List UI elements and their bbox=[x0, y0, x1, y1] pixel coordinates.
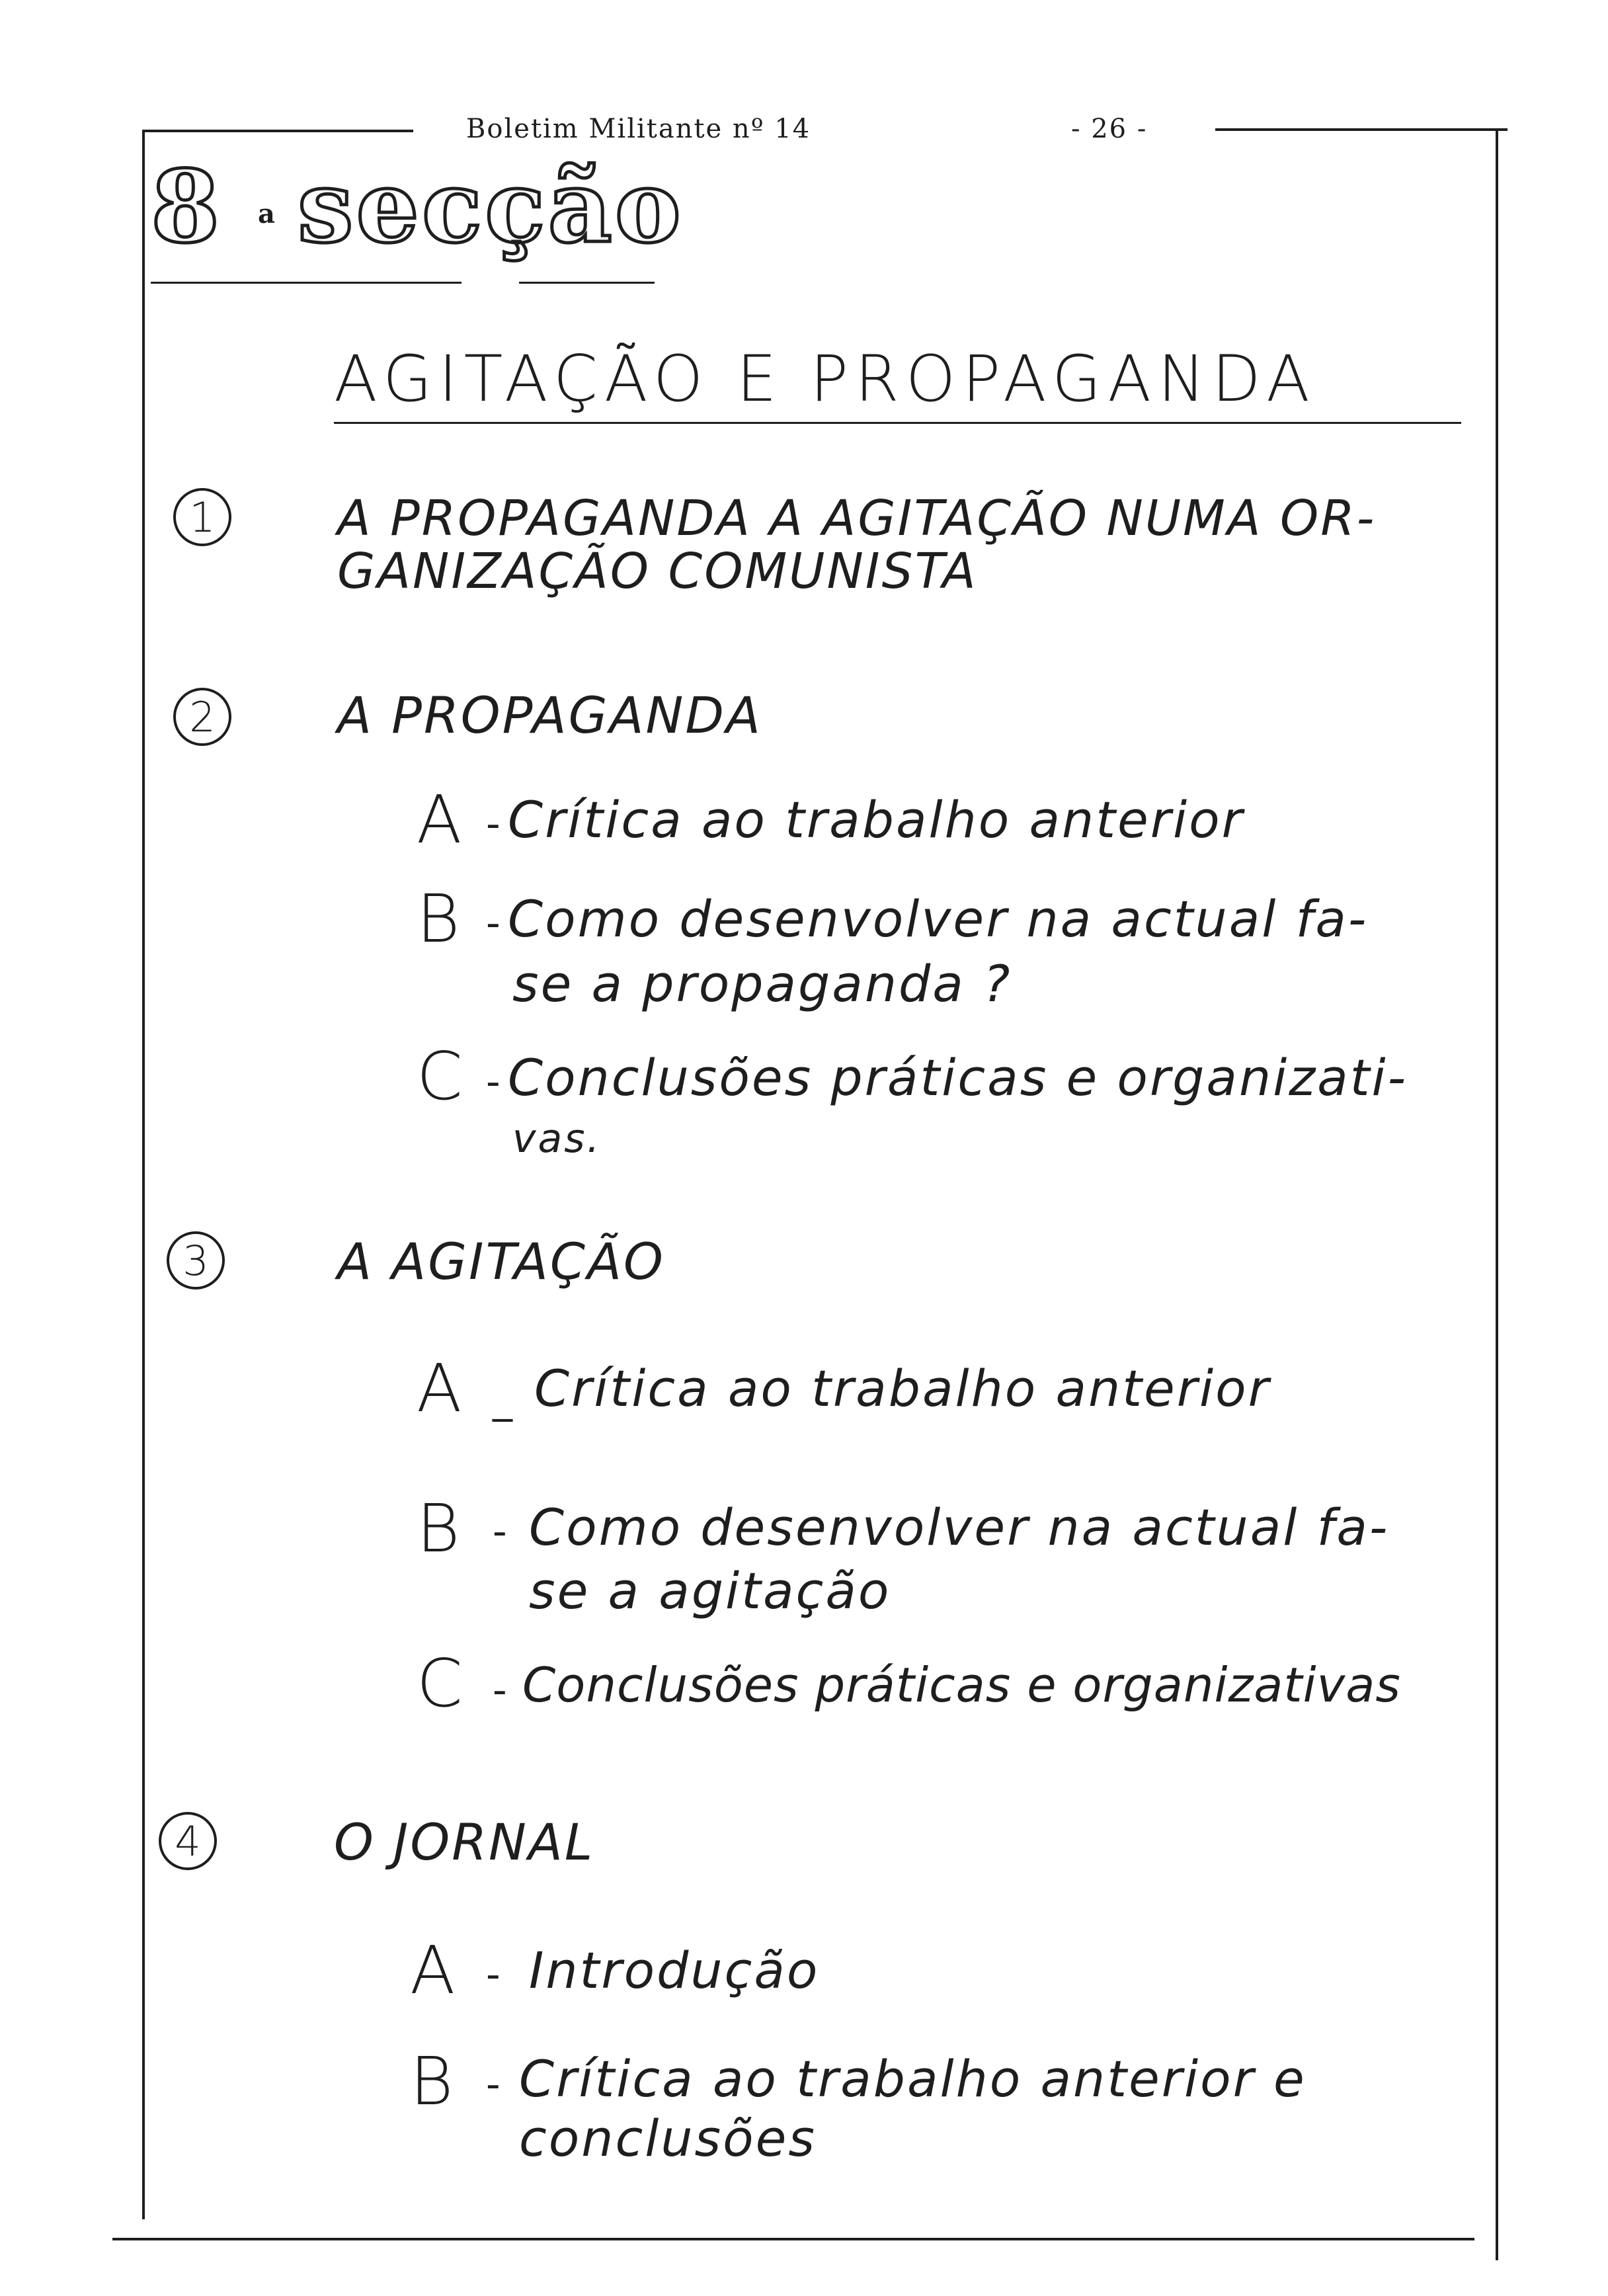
item-number-1: 1 bbox=[173, 488, 231, 546]
dash-3a: _ bbox=[493, 1376, 512, 1422]
item-2-c-letter: C bbox=[417, 1038, 463, 1115]
dash-4a: - bbox=[486, 1951, 501, 1998]
item-2-c-line-2: vas. bbox=[512, 1116, 602, 1162]
item-3-b-letter: B bbox=[417, 1490, 460, 1567]
section-underline-right bbox=[519, 282, 655, 284]
section-ordinal-number: 8 bbox=[151, 149, 223, 265]
item-2-c-line-1: Conclusões práticas e organizati- bbox=[508, 1048, 1408, 1107]
frame-left-line bbox=[142, 130, 145, 2219]
item-4-b-letter: B bbox=[410, 2043, 454, 2120]
dash-2a: - bbox=[486, 801, 501, 847]
item-3-title: A AGITAÇÃO bbox=[337, 1232, 665, 1291]
bulletin-title: Boletim Militante nº 14 bbox=[466, 114, 811, 144]
section-word: secção bbox=[298, 149, 684, 265]
item-2-title: A PROPAGANDA bbox=[337, 686, 762, 745]
item-3-a-text: Crítica ao trabalho anterior bbox=[534, 1359, 1271, 1418]
item-2-a-text: Crítica ao trabalho anterior bbox=[508, 790, 1244, 849]
section-ordinal-suffix: a bbox=[258, 198, 275, 229]
item-2-b-line-1: Como desenvolver na actual fa- bbox=[508, 889, 1369, 948]
item-2-b-letter: B bbox=[417, 880, 460, 958]
item-number-4: 4 bbox=[159, 1812, 217, 1870]
item-4-a-text: Introdução bbox=[529, 1941, 820, 2000]
item-2-b-line-2: se a propaganda ? bbox=[512, 954, 1012, 1013]
section-subtitle: AGITAÇÃO E PROPAGANDA bbox=[334, 342, 1316, 416]
item-3-b-line-2: se a agitação bbox=[529, 1561, 891, 1620]
dash-3b: - bbox=[493, 1508, 507, 1555]
item-3-a-letter: A bbox=[417, 1350, 462, 1427]
item-2-a-letter: A bbox=[417, 781, 462, 858]
subtitle-underline bbox=[334, 422, 1461, 424]
item-4-a-letter: A bbox=[410, 1932, 456, 2009]
frame-top-right-line bbox=[1215, 128, 1508, 131]
item-4-b-line-2: conclusões bbox=[519, 2109, 817, 2168]
frame-right-line bbox=[1496, 130, 1498, 2260]
item-3-c-text: Conclusões práticas e organizativas bbox=[522, 1657, 1401, 1713]
item-1-line-1: A PROPAGANDA A AGITAÇÃO NUMA OR- bbox=[337, 490, 1377, 547]
item-4-b-line-1: Crítica ao trabalho anterior e bbox=[519, 2049, 1306, 2108]
dash-2b: - bbox=[486, 900, 501, 946]
dash-4b: - bbox=[486, 2061, 501, 2108]
item-1-line-2: GANIZAÇÃO COMUNISTA bbox=[337, 543, 978, 600]
item-3-c-letter: C bbox=[417, 1645, 463, 1722]
dash-2c: - bbox=[486, 1059, 501, 1105]
page-number: - 26 - bbox=[1071, 114, 1148, 144]
frame-bottom-line bbox=[112, 2238, 1474, 2240]
dash-3c: - bbox=[493, 1667, 507, 1713]
item-4-title: O JORNAL bbox=[334, 1813, 595, 1871]
section-underline-left bbox=[151, 282, 462, 284]
item-number-3: 3 bbox=[167, 1231, 225, 1290]
item-number-2: 2 bbox=[173, 688, 231, 746]
item-3-b-line-1: Como desenvolver na actual fa- bbox=[529, 1498, 1390, 1557]
frame-top-left-line bbox=[142, 130, 413, 132]
